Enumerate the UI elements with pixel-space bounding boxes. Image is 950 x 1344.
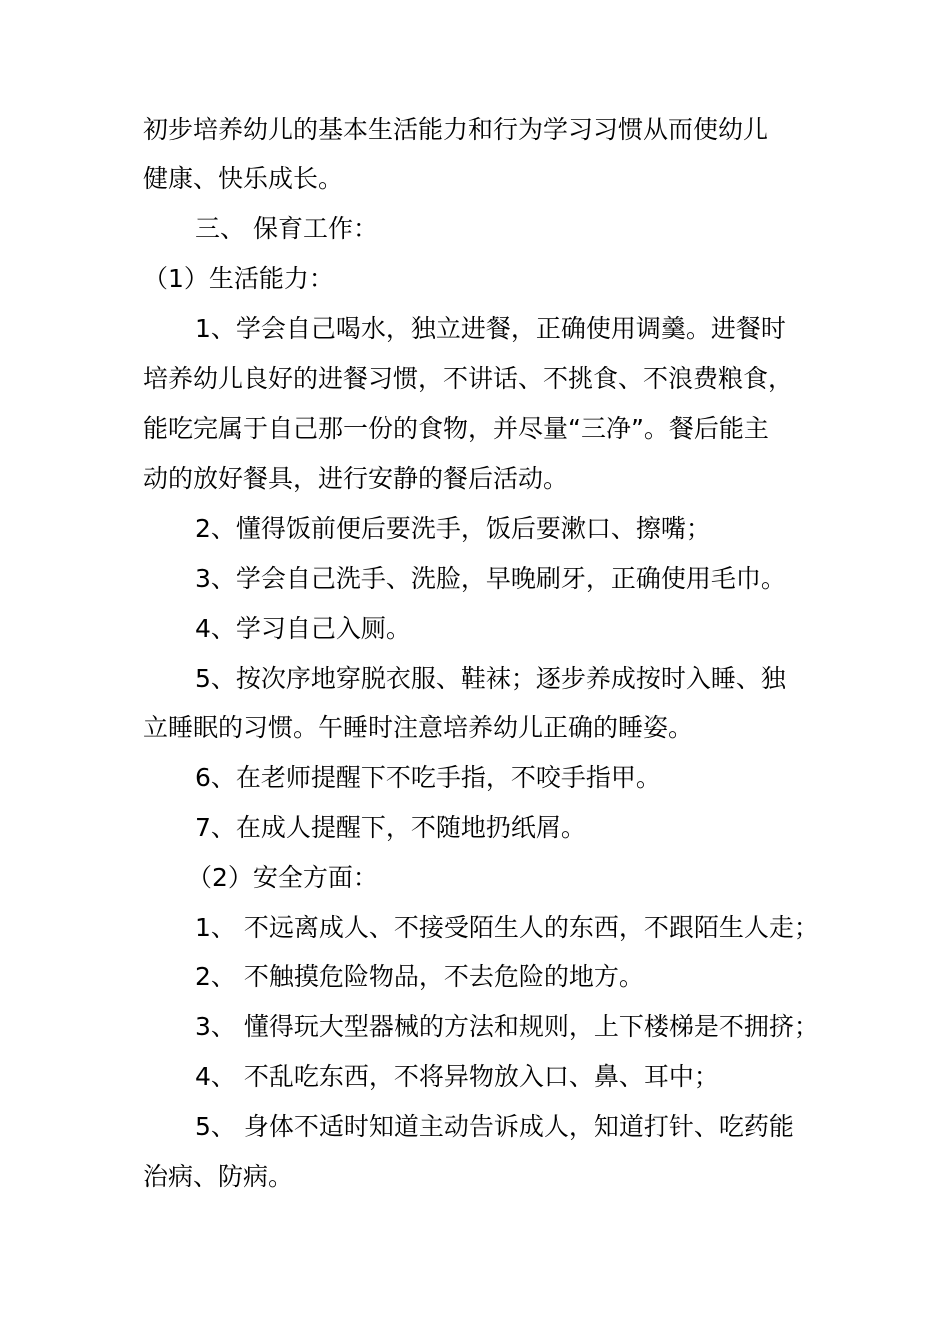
list-item: 2、懂得饭前便后要洗手，饭后要漱口、擦嘴； <box>195 514 711 543</box>
list-item: 3、学会自己洗手、洗脸，早晚刷牙，正确使用毛巾。 <box>195 564 786 593</box>
list-item: 5、按次序地穿脱衣服、鞋袜；逐步养成按时入睡、独 <box>195 664 786 693</box>
list-item: 4、学习自己入厕。 <box>195 614 411 643</box>
text-line: 能吃完属于自己那一份的食物，并尽量“三净”。餐后能主 <box>143 414 769 443</box>
list-item: 1、 不远离成人、不接受陌生人的东西，不跟陌生人走； <box>195 913 819 942</box>
list-item: 3、 懂得玩大型器械的方法和规则，上下楼梯是不拥挤； <box>195 1012 819 1041</box>
list-item: 4、 不乱吃东西，不将异物放入口、鼻、耳中； <box>195 1062 719 1091</box>
section-heading: 三、 保育工作： <box>195 214 378 243</box>
list-item: 7、在成人提醒下，不随地扔纸屑。 <box>195 813 586 842</box>
list-item: 5、 身体不适时知道主动告诉成人，知道打针、吃药能 <box>195 1112 794 1141</box>
subsection-heading: （1）生活能力： <box>143 264 334 293</box>
text-line: 动的放好餐具，进行安静的餐后活动。 <box>143 464 569 493</box>
list-item: 1、学会自己喝水，独立进餐，正确使用调羹。进餐时 <box>195 314 786 343</box>
text-line: 治病、防病。 <box>143 1162 294 1191</box>
text-line: 培养幼儿良好的进餐习惯，不讲话、不挑食、不浪费粮食， <box>143 364 794 393</box>
text-line: 初步培养幼儿的基本生活能力和行为学习习惯从而使幼儿 <box>143 115 769 144</box>
text-line: 立睡眠的习惯。午睡时注意培养幼儿正确的睡姿。 <box>143 713 694 742</box>
list-item: 6、在老师提醒下不吃手指，不咬手指甲。 <box>195 763 661 792</box>
list-item: 2、 不触摸危险物品，不去危险的地方。 <box>195 962 644 991</box>
subsection-heading: （2）安全方面： <box>187 863 378 892</box>
text-line: 健康、快乐成长。 <box>143 164 344 193</box>
